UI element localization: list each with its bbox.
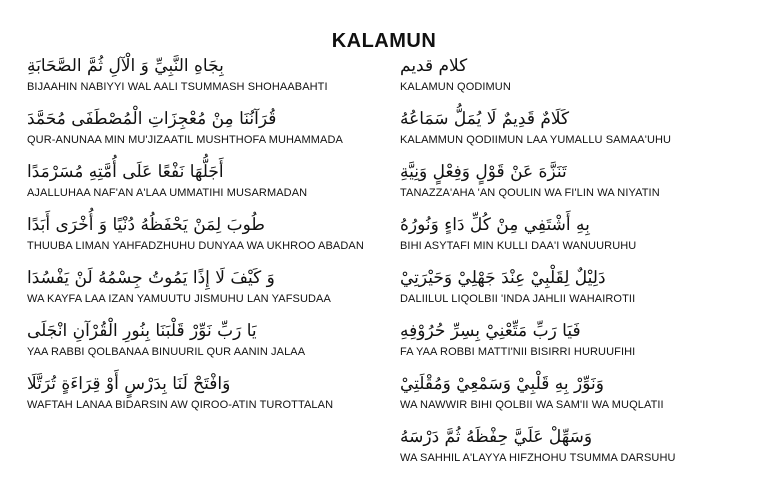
arabic-verse: فَيَا رَبِّ مَتِّعْنِيْ بِسِرِّ حُرُوْفِهِ (400, 321, 581, 341)
latin-transliteration: FA YAA ROBBI MATTI'NII BISIRRI HURUUFIHI (400, 346, 636, 358)
latin-transliteration: TANAZZA'AHA 'AN QOULIN WA FI'LIN WA NIYATIN (400, 187, 660, 199)
verse-entry (400, 266, 745, 319)
verse-entry (400, 54, 745, 107)
verse-entry (27, 266, 372, 319)
latin-transliteration: YAA RABBI QOLBANAA BINUURIL QUR AANIN JALAA (27, 346, 306, 358)
verse-entry (27, 54, 372, 107)
verse-entry (400, 107, 745, 160)
latin-transliteration: BIJAAHIN NABIYYI WAL AALI TSUMMASH SHOHAABAHTI (27, 81, 328, 93)
verse-entry (27, 319, 372, 372)
verse-entry (27, 213, 372, 266)
latin-transliteration: QUR-ANUNAA MIN MU'JIZAATIL MUSHTHOFA MUHAMMADA (27, 134, 343, 146)
arabic-verse: بِجَاهِ النَّبِيِّ وَ الْآلِ ثُمَّ الصَّحَابَةِ (27, 56, 224, 76)
arabic-verse: أَجَلُّهَا نَفْعًا عَلَى أُمَّتِهِ مُسَرْمَدًا (27, 162, 224, 182)
latin-transliteration: WA NAWWIR BIHI QOLBII WA SAM'II WA MUQLATII (400, 399, 664, 411)
verse-entry (400, 160, 745, 213)
latin-transliteration: BIHI ASYTAFI MIN KULLI DAA'I WANUURUHU (400, 240, 637, 252)
latin-transliteration: DALIILUL LIQOLBII 'INDA JAHLII WAHAIROTII (400, 293, 636, 305)
page-title: KALAMUN (331, 30, 437, 52)
arabic-verse: وَ كَيْفَ لَا إِذًا يَمُوتُ جِسْمُهُ لَنْ يَفْسُدَا (27, 268, 275, 288)
verse-entry (27, 160, 372, 213)
latin-transliteration: WA SAHHIL A'LAYYA HIFZHOHU TSUMMA DARSUHU (400, 452, 676, 464)
arabic-verse: طُوبَ لِمَنْ يَحْفَظُهُ دُنْيًا وَ أُخْرَى أَبَدًا (27, 215, 265, 235)
arabic-verse: دَلِيْلٌ لِقَلْبِيْ عِنْدَ جَهْلِيْ وَحَيْرَتِيْ (400, 268, 606, 288)
verse-entry (400, 319, 745, 372)
verse-entry (400, 213, 745, 266)
arabic-verse: كلام قديم (400, 56, 468, 76)
verse-entry (400, 372, 745, 425)
latin-transliteration: KALAMUN QODIMUN (400, 81, 511, 93)
arabic-verse: يَا رَبِّ نَوِّرْ قَلْبَنَا بِنُورِ الْقُرْآنِ انْجَلَى (27, 321, 257, 341)
latin-transliteration: THUUBA LIMAN YAHFADZHUHU DUNYAA WA UKHROO ABADAN (27, 240, 364, 252)
right-column (400, 54, 745, 478)
latin-transliteration: WA KAYFA LAA IZAN YAMUUTU JISMUHU LAN YAFSUDAA (27, 293, 331, 305)
latin-transliteration: KALAMMUN QODIIMUN LAA YUMALLU SAMAA'UHU (400, 134, 672, 146)
arabic-verse: بِهِ أَشْتَفِي مِنْ كُلِّ دَاءٍ وَنُورُهُ (400, 215, 590, 235)
arabic-verse: تَنَزَّهَ عَنْ قَوْلٍ وَفِعْلٍ وَنِيَّةِ (400, 162, 567, 182)
latin-transliteration: AJALLUHAA NAF'AN A'LAA UMMATIHI MUSARMADAN (27, 187, 308, 199)
arabic-verse: وَنَوِّرْ بِهِ قَلْبِيْ وَسَمْعِيْ وَمُقْلَتِيْ (400, 374, 604, 394)
left-column (27, 54, 372, 425)
arabic-verse: كَلَامٌ قَدِيمٌ لَا يُمَلُّ سَمَاعُهُ (400, 109, 570, 129)
arabic-verse: قُرَآنُنَا مِنْ مُعْجِزَاتِ الْمُصْطَفَى مُحَمَّدَ (27, 109, 277, 129)
verse-entry (27, 372, 372, 425)
arabic-verse: وَافْتَحْ لَنَا بِدَرْسٍ أَوْ قِرَاءَةٍ تُرَتَّلَا (27, 374, 231, 394)
arabic-verse: وَسَهِّلْ عَلَيَّ حِفْظَهُ ثُمَّ دَرْسَهُ (400, 427, 593, 447)
verse-entry (400, 425, 745, 478)
latin-transliteration: WAFTAH LANAA BIDARSIN AW QIROO-ATIN TUROTTALAN (27, 399, 334, 411)
verse-entry (27, 107, 372, 160)
